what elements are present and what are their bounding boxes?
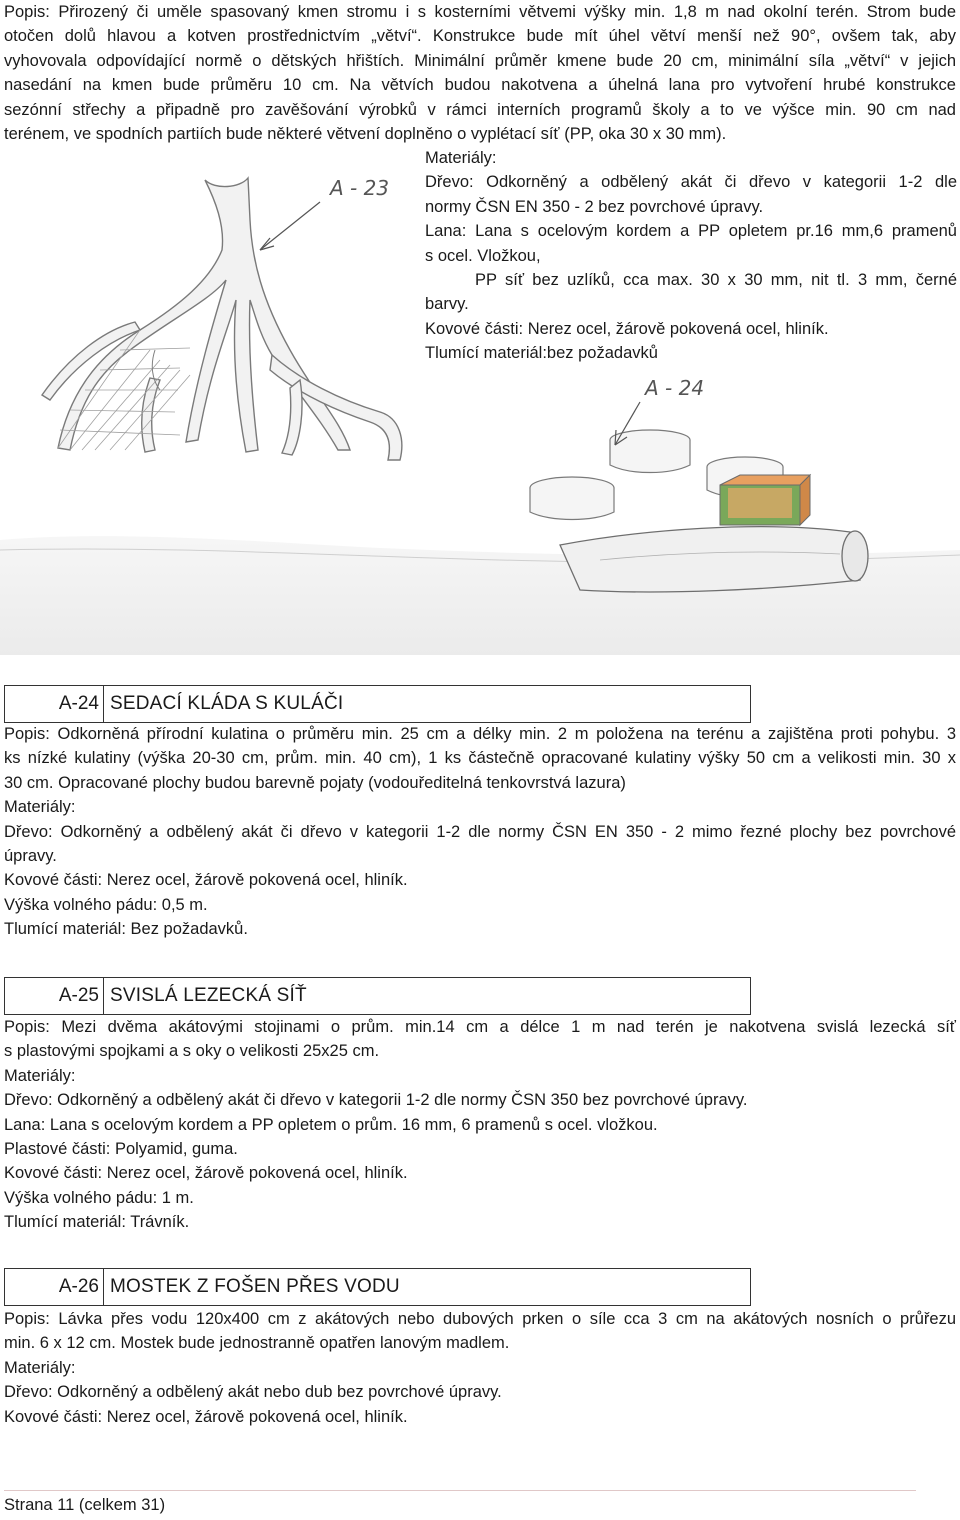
section-code: A-26: [5, 1269, 104, 1305]
body-line: Tlumící materiál: Trávník.: [4, 1213, 190, 1232]
body-line: úpravy.: [4, 847, 57, 866]
intro-line: vyhovovala odpovídající normě o dětských hřištích. Minimální průměr kmene bude 20 cm, minimální síla „větví“ v jejich: [4, 51, 956, 70]
body-line: Popis: Odkorněná přírodní kulatina o průměru min. 25 cm a délky min. 2 m položena na terénu a zajištěna proti pohybu. 3: [4, 725, 956, 743]
body-line: Popis: Lávka přes vodu 120x400 cm z akátových nebo dubových prken o síle cca 3 cm na akátových nosních o průřezu: [4, 1310, 956, 1328]
materials-line: barvy.: [425, 295, 469, 314]
section-title: SEDACÍ KLÁDA S KULÁČI: [110, 693, 344, 714]
intro-line: otočen dolů hlavou a kotven prostřednictvím „větví“. Konstrukce bude mít úhel větví menší než 90°, ovšem tak, aby: [4, 27, 956, 46]
body-line: Výška volného pádu: 1 m.: [4, 1188, 194, 1207]
body-line: Lana: Lana s ocelovým kordem a PP opletem o prům. 16 mm, 6 pramenů s ocel. vložkou.: [4, 1115, 658, 1134]
section-code: A-25: [5, 978, 104, 1014]
body-line: Kovové části: Nerez ocel, žárově pokovená ocel, hliník.: [4, 1407, 408, 1426]
body-line: Materiály:: [4, 1358, 76, 1377]
body-line: Materiály:: [4, 798, 76, 817]
section-body-a24: [4, 722, 956, 942]
intro-line: sezónní střechy a připadně pro zavěšování výrobků v rámci interních programů školy a to ve výšce min. 90 cm nad: [4, 100, 956, 119]
section-title: SVISLÁ LEZECKÁ SÍŤ: [110, 985, 307, 1006]
label-a23: A - 23: [330, 176, 390, 200]
section-code: A-24: [5, 686, 104, 722]
label-a24: A - 24: [645, 376, 705, 400]
body-line: Dřevo: Odkorněný a odbělený akát či dřevo v kategorii 1-2 dle normy ČSN EN 350 - 2 mimo řezné plochy bez povrchové: [4, 822, 956, 841]
painted-block-drawing: [720, 475, 810, 525]
body-line: Kovové části: Nerez ocel, žárově pokovená ocel, hliník.: [4, 1164, 408, 1183]
footer-rule: [4, 1490, 916, 1491]
intro-line: nasedání na kmen bude průměru 10 cm. Na větvích budou nakotvena a úhelná lana pro vytvoření hrubé konstrukce: [4, 76, 956, 95]
body-line: Plastové části: Polyamid, guma.: [4, 1140, 238, 1159]
section-header-a25: [4, 977, 751, 1015]
body-line: Popis: Mezi dvěma akátovými stojinami o prům. min.14 cm a délce 1 m nad terén je nakotvena svislá lezecká síť: [4, 1018, 956, 1036]
seating-log-drawing: [560, 527, 868, 592]
section-header-a26: [4, 1268, 751, 1306]
section-header-a24: [4, 685, 751, 723]
body-line: Dřevo: Odkorněný a odbělený akát či dřevo v kategorii 1-2 dle normy ČSN 350 bez povrchové úpravy.: [4, 1091, 748, 1110]
materials-line: normy ČSN EN 350 - 2 bez povrchové úpravy.: [425, 197, 764, 216]
body-line: min. 6 x 12 cm. Mostek bude jednostranně opatřen lanovým madlem.: [4, 1334, 510, 1353]
body-line: 30 cm. Opracované plochy budou barevně pojaty (vodouředitelná tenkovrstvá lazura): [4, 773, 626, 792]
section-body-a25: [4, 1015, 956, 1235]
body-line: Materiály:: [4, 1066, 76, 1085]
body-line: Kovové části: Nerez ocel, žárově pokovená ocel, hliník.: [4, 871, 408, 890]
page-footer: Strana 11 (celkem 31): [4, 1496, 166, 1514]
materials-line: Lana: Lana s ocelovým kordem a PP opletem pr.16 mm,6 pramenů: [425, 222, 957, 241]
body-line: ks nízké kulatiny (výška 20-30 cm, prům. min. 40 cm), 1 ks částečně opracované kulatiny výšky 50 cm a velikosti min. 30 x: [4, 749, 956, 768]
body-line: Výška volného pádu: 0,5 m.: [4, 895, 208, 914]
materials-line: PP síť bez uzlíků, cca max. 30 x 30 mm, nit tl. 3 mm, černé: [475, 271, 957, 290]
materials-line: Tlumící materiál:bez požadavků: [425, 344, 658, 363]
materials-line: Kovové části: Nerez ocel, žárově pokovená ocel, hliník.: [425, 319, 829, 338]
body-line: Dřevo: Odkorněný a odbělený akát nebo dub bez povrchové úpravy.: [4, 1383, 502, 1402]
body-line: s plastovými spojkami a s oky o velikosti 25x25 cm.: [4, 1042, 380, 1061]
intro-paragraph: [4, 0, 956, 146]
materials-line: Dřevo: Odkorněný a odbělený akát či dřevo v kategorii 1-2 dle: [425, 173, 957, 192]
section-body-a26: [4, 1307, 956, 1429]
intro-line: Popis: Přirozený či uměle spasovaný kmen stromu i s kosterními větvemi výšky min. 1,8 m nad okolní terén. Strom bude: [4, 3, 956, 21]
section-title: MOSTEK Z FOŠEN PŘES VODU: [110, 1276, 400, 1297]
materials-a23: [425, 146, 957, 366]
materials-heading: Materiály:: [425, 149, 497, 167]
materials-line: s ocel. Vložkou,: [425, 246, 541, 265]
body-line: Tlumící materiál: Bez požadavků.: [4, 920, 248, 939]
intro-line: terénem, ve spodních partiích bude některé větvení doplněno o vyplétací síť (PP, oka 30 x 30 mm).: [4, 125, 727, 144]
